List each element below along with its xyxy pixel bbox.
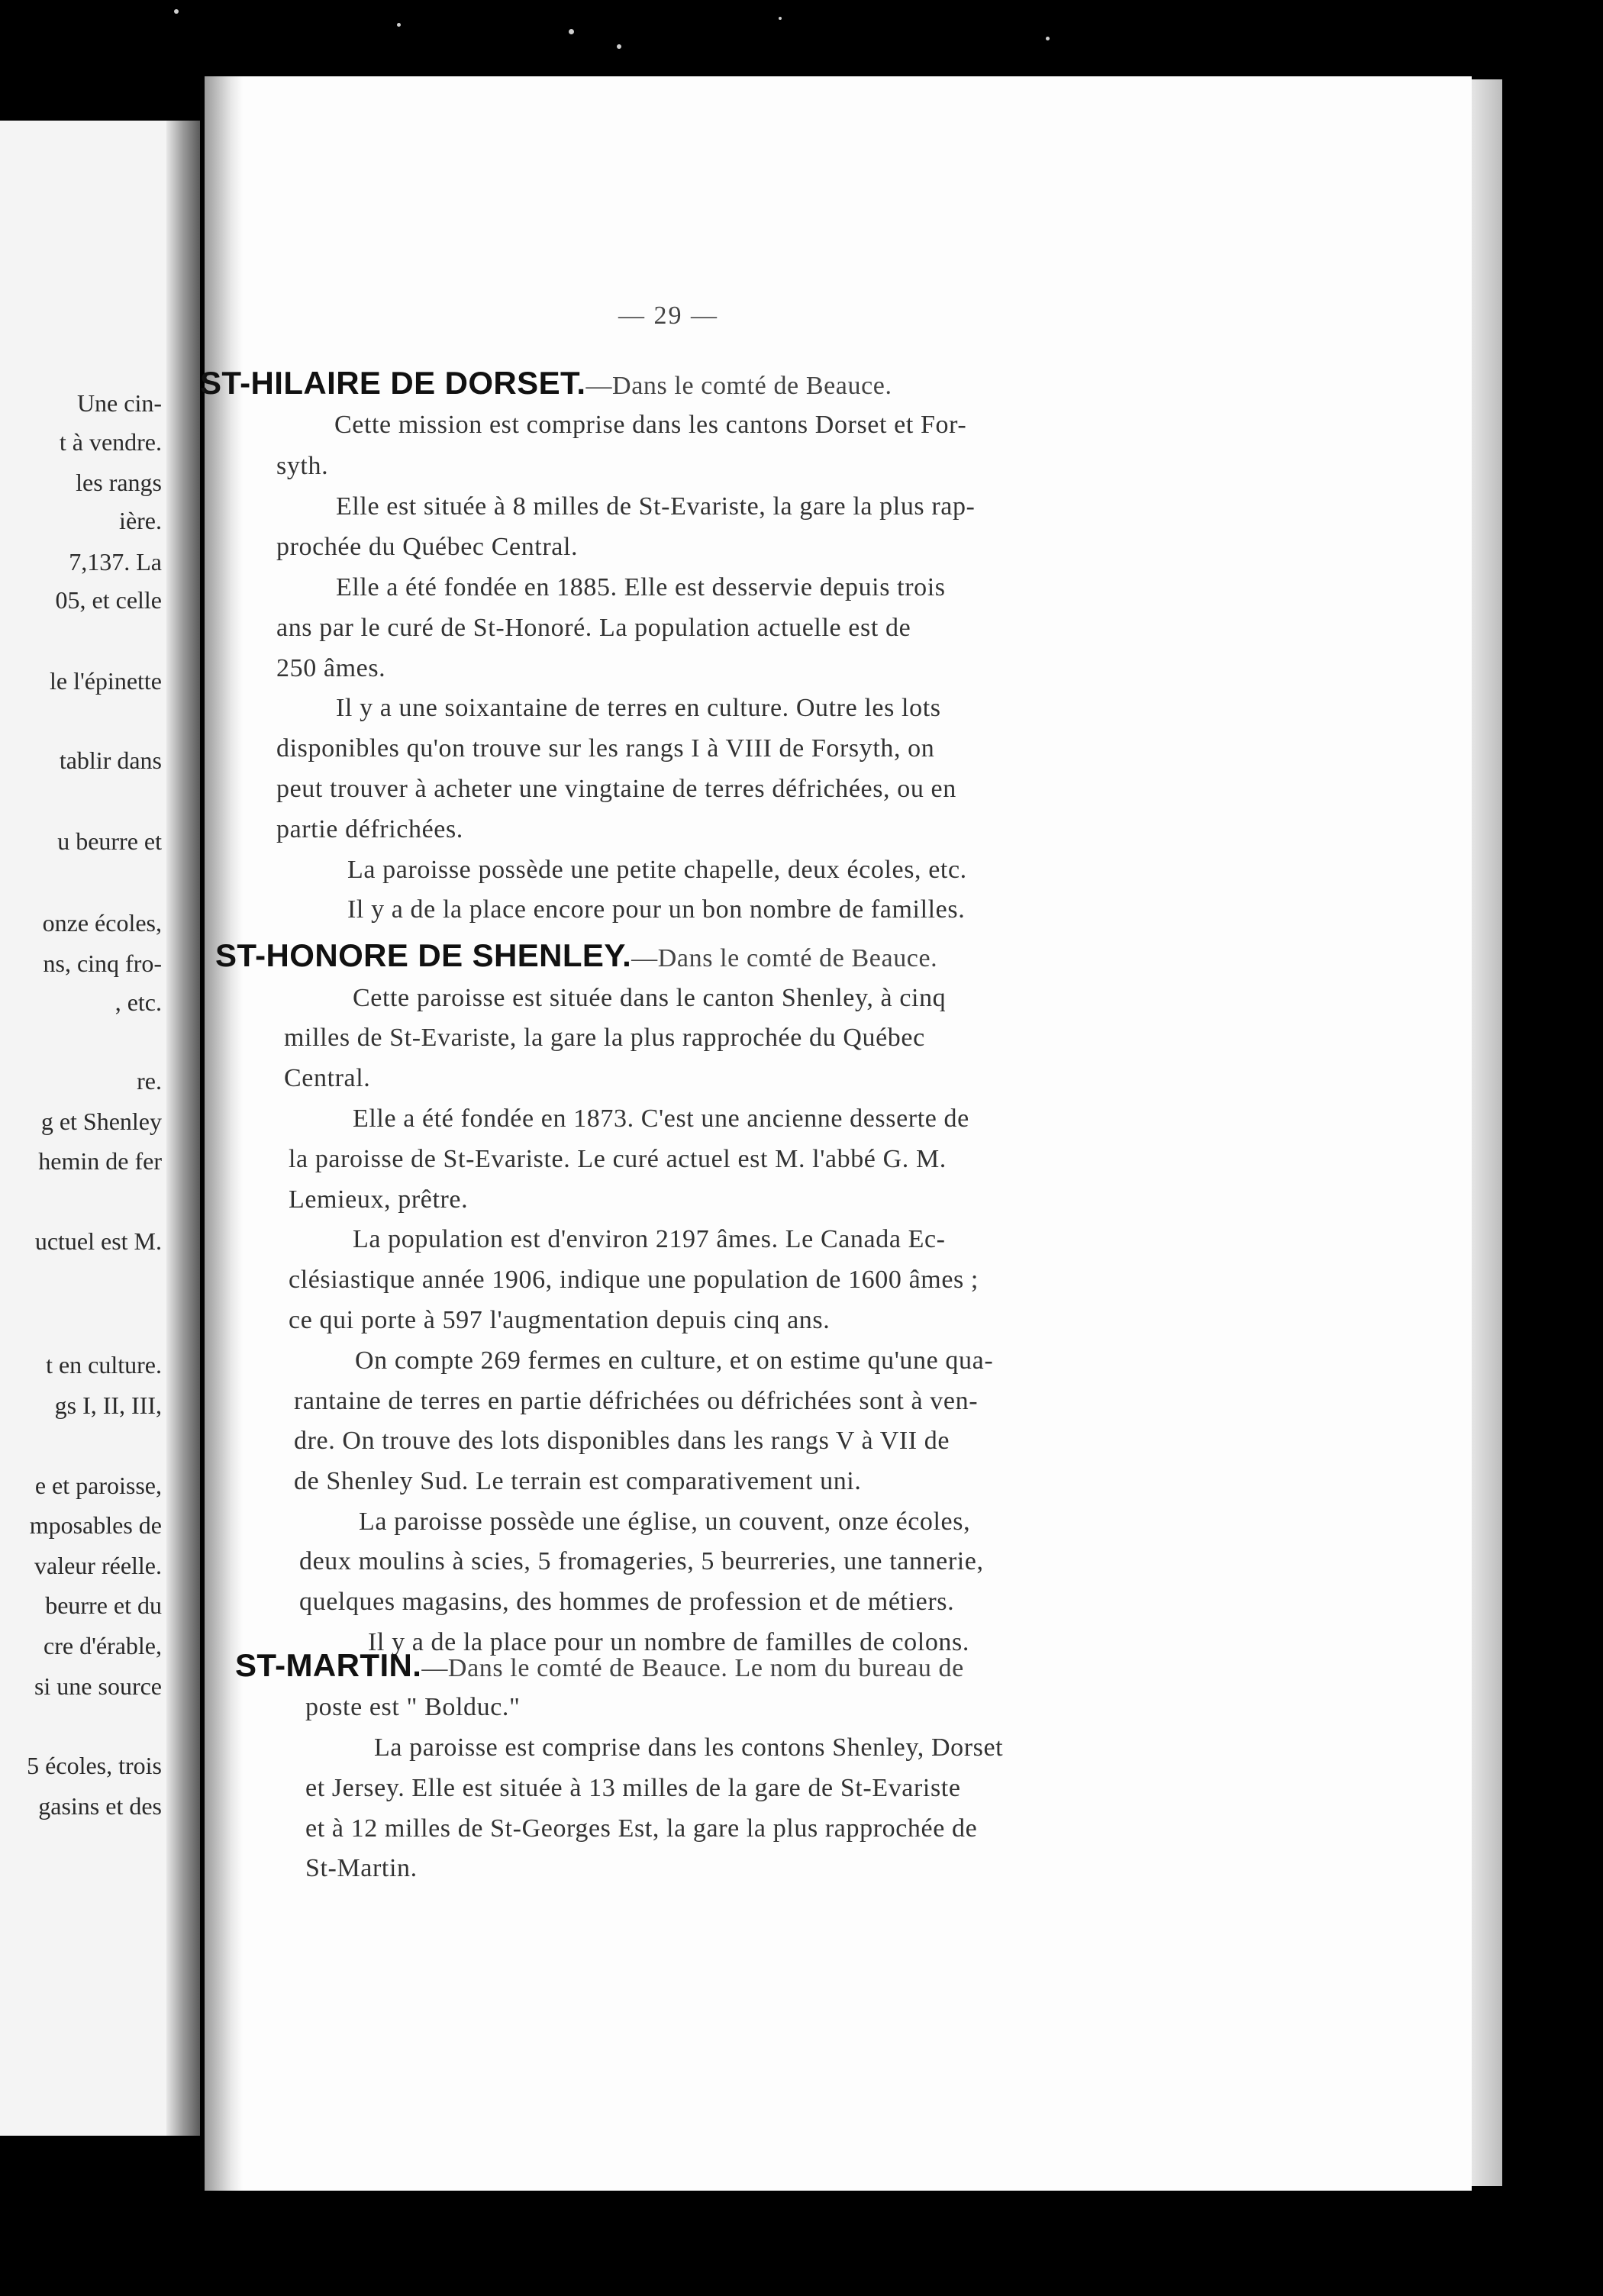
entry-line: La paroisse possède une église, un couvent, onze écoles, bbox=[359, 1508, 971, 1536]
left-line: ière. bbox=[119, 507, 162, 534]
left-line: u beurre et bbox=[57, 827, 162, 855]
entry-heading: ST-HONORE DE SHENLEY. bbox=[215, 937, 632, 973]
entry-line: dre. On trouve des lots disponibles dans les rangs V à VII de bbox=[294, 1427, 950, 1455]
dust-speck bbox=[1046, 37, 1050, 40]
left-line: t à vendre. bbox=[59, 428, 162, 456]
left-line: re. bbox=[137, 1067, 162, 1095]
left-line: uctuel est M. bbox=[34, 1227, 162, 1255]
left-line: le l'épinette bbox=[49, 667, 162, 695]
entry-line: et à 12 milles de St-Georges Est, la gare la plus rapprochée de bbox=[305, 1814, 978, 1843]
left-line: e et paroisse, bbox=[34, 1472, 162, 1499]
entry-line: Cette paroisse est située dans le canton Shenley, à cinq bbox=[353, 984, 947, 1012]
entry-line: syth. bbox=[276, 452, 329, 480]
book-gutter bbox=[166, 121, 200, 2136]
left-line: hemin de fer bbox=[38, 1147, 162, 1175]
page-number: — 29 — bbox=[618, 302, 718, 330]
entry-line: Il y a une soixantaine de terres en culture. Outre les lots bbox=[336, 694, 941, 722]
entry-line: 250 âmes. bbox=[276, 654, 386, 682]
entry-line: Central. bbox=[284, 1064, 371, 1092]
entry-heading: ST-HILAIRE DE DORSET. bbox=[200, 365, 586, 401]
entry-line: La paroisse possède une petite chapelle, deux écoles, etc. bbox=[347, 856, 967, 884]
left-line: si une source bbox=[34, 1672, 162, 1700]
entry-line: peut trouver à acheter une vingtaine de terres défrichées, ou en bbox=[276, 775, 956, 803]
entry-heading-line bbox=[215, 937, 938, 974]
dust-speck bbox=[779, 17, 782, 20]
entry-line: ans par le curé de St-Honoré. La population actuelle est de bbox=[276, 614, 911, 642]
entry-line: St-Martin. bbox=[305, 1854, 418, 1882]
entry-heading-line bbox=[200, 365, 892, 401]
left-line: ns, cinq fro- bbox=[43, 950, 162, 977]
entry-line: Il y a de la place encore pour un bon nombre de familles. bbox=[347, 895, 966, 924]
left-line: gs I, II, III, bbox=[54, 1391, 162, 1419]
left-line: les rangs bbox=[76, 469, 162, 496]
entry-line: poste est " Bolduc." bbox=[305, 1693, 521, 1721]
entry-line: Lemieux, prêtre. bbox=[289, 1185, 469, 1214]
dust-speck bbox=[174, 9, 179, 14]
left-line: tablir dans bbox=[59, 747, 162, 774]
entry-line: disponibles qu'on trouve sur les rangs I à VIII de Forsyth, on bbox=[276, 734, 935, 763]
entry-line: deux moulins à scies, 5 fromageries, 5 beurreries, une tannerie, bbox=[299, 1547, 984, 1575]
left-line: mposables de bbox=[29, 1511, 162, 1539]
entry-line: Elle a été fondée en 1873. C'est une ancienne desserte de bbox=[353, 1104, 969, 1133]
left-line: valeur réelle. bbox=[34, 1552, 162, 1579]
dust-speck bbox=[617, 44, 621, 49]
entry-line: prochée du Québec Central. bbox=[276, 533, 579, 561]
entry-line: milles de St-Evariste, la gare la plus rapprochée du Québec bbox=[284, 1024, 925, 1052]
entry-line: —Dans le comté de Beauce. bbox=[631, 944, 938, 972]
entry-line: —Dans le comté de Beauce. Le nom du bureau de bbox=[421, 1654, 964, 1682]
entry-line: La paroisse est comprise dans les contons Shenley, Dorset bbox=[374, 1733, 1004, 1762]
entry-heading: ST-MARTIN. bbox=[235, 1647, 422, 1683]
entry-line: la paroisse de St-Evariste. Le curé actuel est M. l'abbé G. M. bbox=[289, 1145, 947, 1173]
entry-line: quelques magasins, des hommes de profession et de métiers. bbox=[299, 1588, 955, 1616]
left-line: g et Shenley bbox=[40, 1108, 162, 1135]
entry-line: clésiastique année 1906, indique une population de 1600 âmes ; bbox=[289, 1266, 979, 1294]
entry-line: Cette mission est comprise dans les cantons Dorset et For- bbox=[334, 411, 967, 439]
left-line: onze écoles, bbox=[42, 909, 162, 937]
entry-line: ce qui porte à 597 l'augmentation depuis cinq ans. bbox=[289, 1306, 831, 1334]
left-line: t en culture. bbox=[46, 1351, 162, 1379]
entry-line: Elle a été fondée en 1885. Elle est desservie depuis trois bbox=[336, 573, 946, 601]
entry-line: partie défrichées. bbox=[276, 815, 463, 843]
entry-line: La population est d'environ 2197 âmes. Le Canada Ec- bbox=[353, 1225, 946, 1253]
left-line: 5 écoles, trois bbox=[27, 1752, 162, 1779]
dust-speck bbox=[397, 23, 401, 27]
entry-heading-line bbox=[235, 1647, 964, 1684]
entry-line: de Shenley Sud. Le terrain est comparativement uni. bbox=[294, 1467, 862, 1495]
entry-line: Elle est située à 8 milles de St-Evariste, la gare la plus rap- bbox=[336, 492, 976, 521]
left-line: Une cin- bbox=[76, 389, 162, 417]
page-edge bbox=[1472, 79, 1502, 2186]
left-line: beurre et du bbox=[45, 1591, 162, 1619]
left-page bbox=[0, 121, 200, 2136]
entry-line: —Dans le comté de Beauce. bbox=[585, 372, 892, 400]
left-line: gasins et des bbox=[38, 1792, 162, 1820]
left-line: 7,137. La bbox=[69, 548, 162, 576]
left-line: 05, et celle bbox=[55, 586, 162, 614]
entry-line: et Jersey. Elle est située à 13 milles de la gare de St-Evariste bbox=[305, 1774, 961, 1802]
entry-line: rantaine de terres en partie défrichées ou défrichées sont à ven- bbox=[294, 1387, 979, 1415]
dust-speck bbox=[569, 29, 574, 34]
entry-line: On compte 269 fermes en culture, et on estime qu'une qua- bbox=[355, 1346, 994, 1375]
left-line: , etc. bbox=[114, 988, 162, 1016]
entry-line: Il y a de la place pour un nombre de familles de colons. bbox=[368, 1628, 969, 1656]
left-line: cre d'érable, bbox=[44, 1632, 162, 1659]
